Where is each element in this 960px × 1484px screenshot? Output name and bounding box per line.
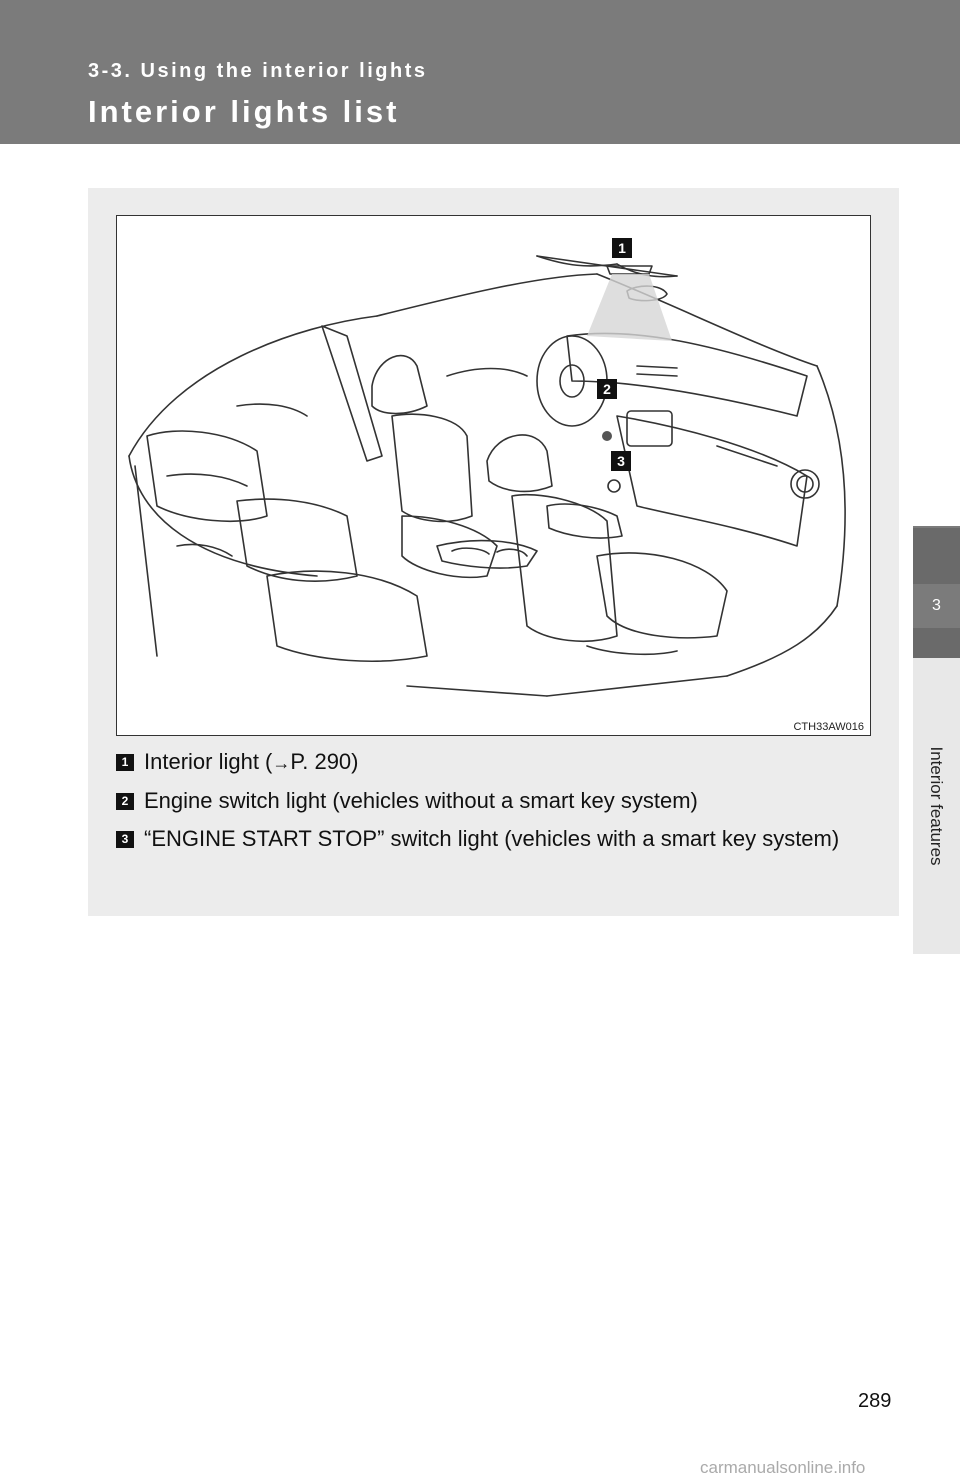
- legend-text-1b: P. 290): [290, 749, 359, 774]
- figure-code: CTH33AW016: [793, 721, 864, 733]
- section-label: 3-3. Using the interior lights: [88, 60, 428, 82]
- legend-text-1a: Interior light (: [144, 749, 273, 774]
- chapter-number: 3: [913, 584, 960, 628]
- callout-3: 3: [611, 451, 631, 471]
- legend-item: [116, 784, 876, 818]
- arrow-right-icon: →: [272, 753, 291, 773]
- callout-1: 1: [612, 238, 632, 258]
- page-number: 289: [858, 1390, 892, 1412]
- legend: [116, 745, 876, 860]
- legend-marker-3: 3: [116, 831, 134, 848]
- chapter-header: [0, 0, 960, 144]
- car-interior-drawing: [117, 216, 870, 735]
- legend-text-2: Engine switch light (vehicles without a smart key system): [144, 788, 698, 813]
- page-title: Interior lights list: [88, 94, 400, 129]
- watermark: carmanualsonline.info: [700, 1458, 866, 1477]
- chapter-label: Interior features: [927, 746, 946, 866]
- interior-illustration: [116, 215, 871, 736]
- legend-item: [116, 745, 876, 780]
- legend-marker-1: 1: [116, 754, 134, 771]
- legend-marker-2: 2: [116, 793, 134, 810]
- callout-2: 2: [597, 379, 617, 399]
- legend-item: [116, 822, 876, 856]
- legend-text-3: “ENGINE START STOP” switch light (vehicles with a smart key system): [144, 826, 840, 851]
